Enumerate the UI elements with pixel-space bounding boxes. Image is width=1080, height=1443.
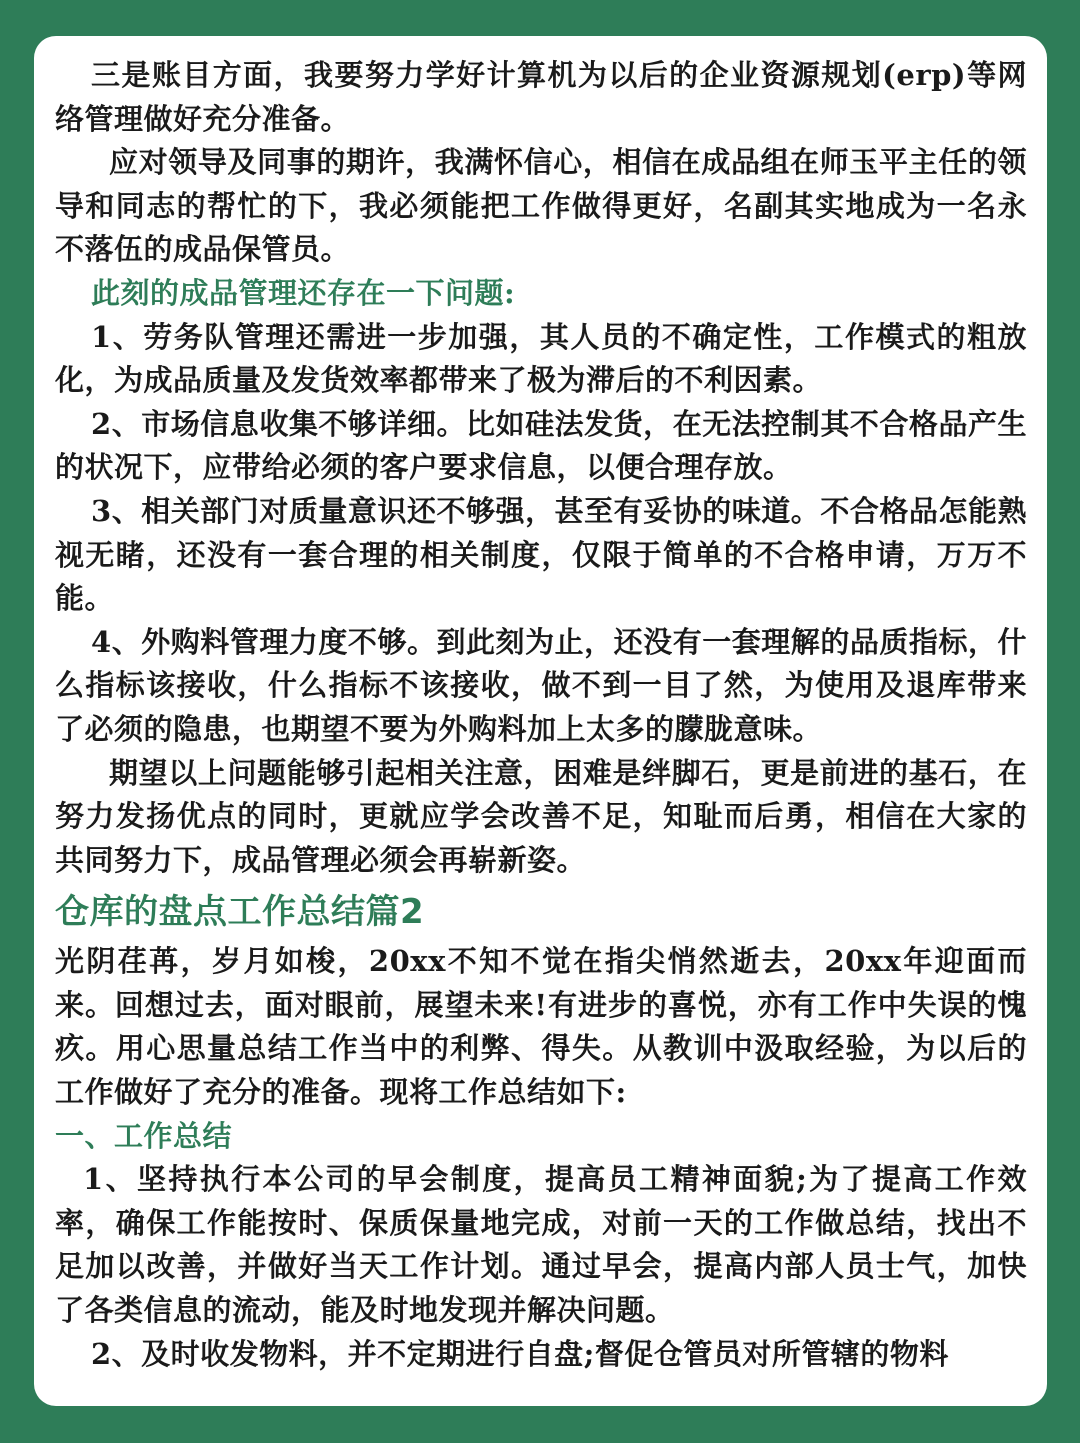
- paragraph-confidence: 应对领导及同事的期许，我满怀信心，相信在成品组在师玉平主任的领导和同志的帮忙的下，我必须能把工作做得更好，名副其实地成为一名永不落伍的成品保管员。: [55, 145, 1027, 267]
- paragraph-expectation: 期望以上问题能够引起相关注意，困难是绊脚石，更是前进的基石，在努力发扬优点的同时，更就应学会改善不足，知耻而后勇，相信在大家的共同努力下，成品管理必须会再崭新姿。: [55, 755, 1027, 877]
- list-item: 2、市场信息收集不够详细。比如硅法发货，在无法控制其不合格品产生的状况下，应带给必须的客户要求信息，以便合理存放。: [55, 406, 1027, 485]
- list-item: 4、外购料管理力度不够。到此刻为止，还没有一套理解的品质指标，什么指标该接收，什么指标不该接收，做不到一目了然，为使用及退库带来了必须的隐患，也期望不要为外购料加上太多的朦胧意味。: [55, 624, 1027, 746]
- subheading-work-summary: 一、工作总结: [55, 1118, 233, 1153]
- list-item: 1、劳务队管理还需进一步加强，其人员的不确定性，工作模式的粗放化，为成品质量及发货效率都带来了极为滞后的不利因素。: [55, 319, 1027, 398]
- list-item: 1、坚持执行本公司的早会制度，提高员工精神面貌;为了提高工作效率，确保工作能按时、保质保量地完成，对前一天的工作做总结，找出不足加以改善，并做好当天工作计划。通过早会，提高内部人员士气，加快了各类信息的流动，能及时地发现并解决问题。: [55, 1162, 1027, 1328]
- list-item: 3、相关部门对质量意识还不够强，甚至有妥协的味道。不合格品怎能熟视无睹，还没有一套合理的相关制度，仅限于简单的不合格申请，万万不能。: [55, 493, 1027, 616]
- list-item: 2、及时收发物料，并不定期进行自盘;督促仓管员对所管辖的物料: [91, 1336, 949, 1371]
- section-title: 仓库的盘点工作总结篇2: [55, 892, 425, 933]
- paragraph-intro: 光阴荏苒，岁月如梭，20xx不知不觉在指尖悄然逝去，20xx年迎面而来。回想过去，面对眼前，展望未来!有进步的喜悦，亦有工作中失误的愧疚。用心思量总结工作当中的利弊、得失。从教训中汲取经验，为以后的工作做好了充分的准备。现将工作总结如下:: [55, 944, 1027, 1110]
- subheading-problems: 此刻的成品管理还存在一下问题:: [91, 275, 516, 310]
- document-body: [55, 54, 1027, 1376]
- paragraph-accounts: 三是账目方面，我要努力学好计算机为以后的企业资源规划(erp)等网络管理做好充分准备。: [55, 58, 1027, 136]
- document-card: [34, 36, 1047, 1406]
